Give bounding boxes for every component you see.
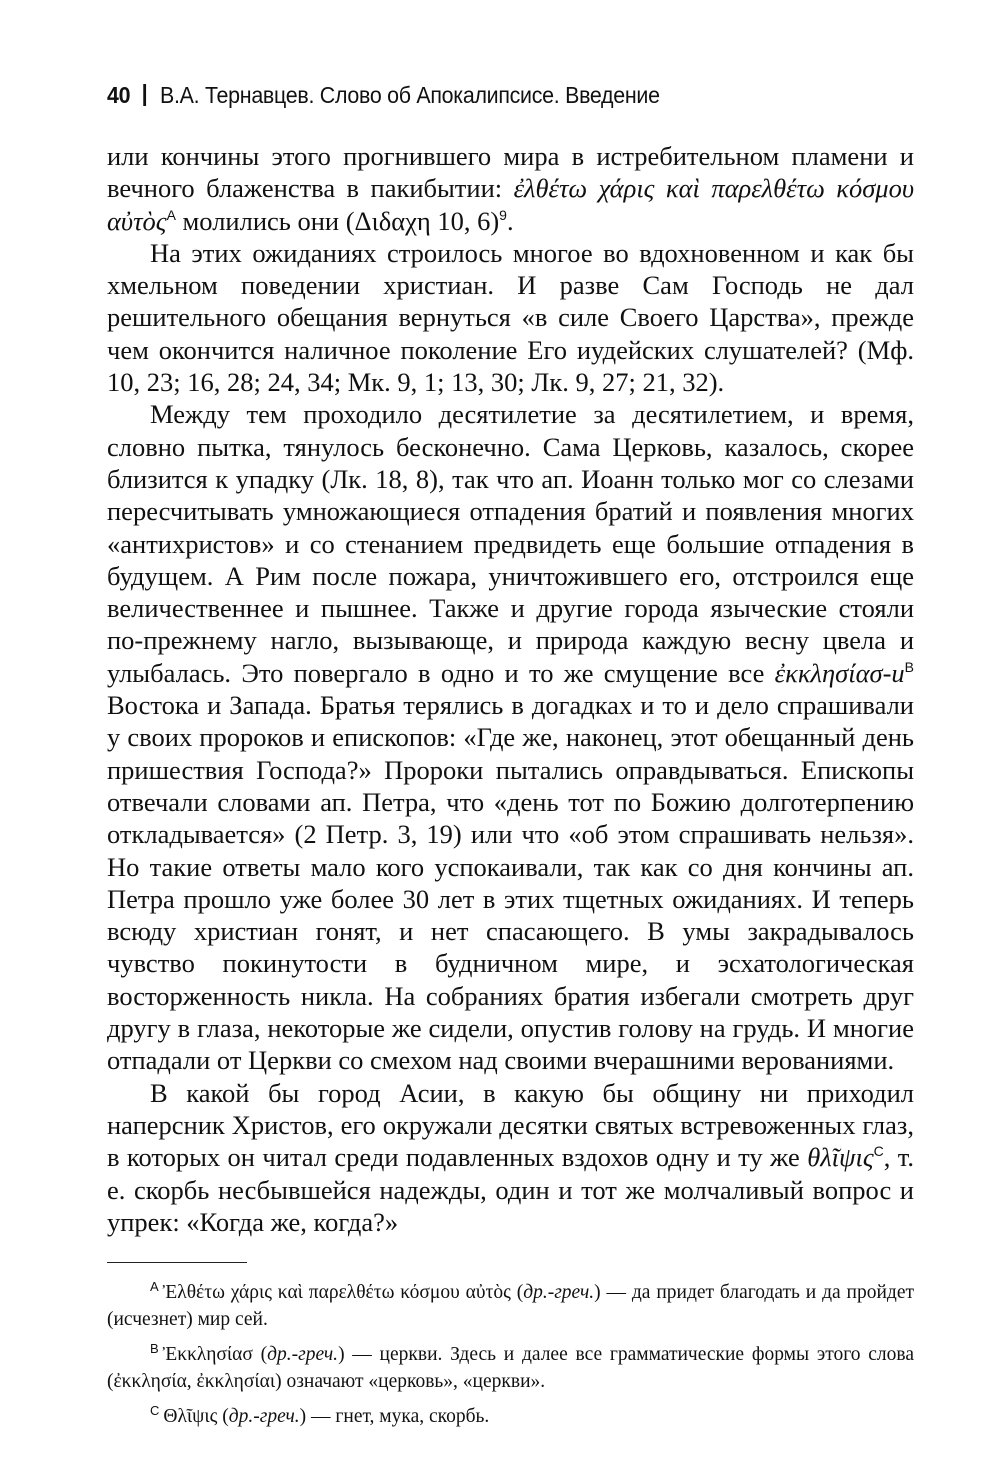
greek-word: θλῖψις [807,1142,874,1173]
footnote-mark-a[interactable]: A [166,206,176,223]
paragraph-1: или кончины этого прогнившего мира в истребительном пламени и вечного блаженства в пакибытии: ἐλθέτω χάρις καὶ παρελθέτω κόσμου αὐτὸς$^A$ молились они (Διδαχη 10, 6)$^9$. [107,141,914,236]
footnote-a: $^A$ Ἐλθέτω χάρις καὶ παρελθέτω κόσμου αὐτὸς (др.-греч.) — да придет благодать и да пройдет (исчезнет) мир сей. [107,1279,914,1330]
paragraph-4: В какой бы город Асии, в какую бы общину ни приходил наперсник Христов, его окружали десятки святых встревоженных глаз, в которых он читал среди подавленных вздохов одну и ту же θλῖψις$^C$, т. е. скорбь несбывшейся надежды, один и тот же молчаливый вопрос и упрек: «Когда же, когда?» [107,1077,914,1237]
paragraph-2: На этих ожиданиях строилось многое во вдохновенном и как бы хмельном поведении христиан. И разве Сам Господь не дал решительного обещания вернуться «в силе Своего Царства», прежде чем окончится наличное поколение Его иудейских слушателей? (Мф. 10, 23; 16, 28; 24, 34; Мк. 9, 1; 13, 30; Лк. 9, 27; 21, 32). [107,237,914,398]
endnote-ref-9[interactable]: 9 [499,206,507,223]
footnotes [107,1273,914,1432]
main-text [107,140,914,1238]
page-number: 40 [107,82,131,108]
footnote-divider [107,1262,247,1263]
header-separator [143,84,146,106]
running-title: В.А. Тернавцев. Слово об Апокалипсисе. Введение [159,82,660,108]
footnote-mark-b[interactable]: B [904,658,914,675]
paragraph-3: Между тем проходило десятилетие за десятилетием, и время, словно пытка, тянулось бесконечно. Сама Церковь, казалось, скорее близится к упадку (Лк. 18, 8), так что ап. Иоанн только мог со слезами пересчитывать умножающиеся отпадения братий и появления многих «антихристов» и со стенанием предвидеть еще большие отпадения в будущем. А Рим после пожара, уничтожившего его, отстроился еще величественнее и пышнее. Также и другие города языческие стояли по-прежнему нагло, вызывающе, и природа каждую весну цвела и улыбалась. Это повергало в одно и то же смущение все ἐκκλησίασ-и$^B$ Востока и Запада. Братья терялись в догадках и то и дело спрашивали у своих пророков и епископов: «Где же, наконец, этот обещанный день пришествия Господа?» Пророки пытались оправдываться. Епископы отвечали словами ап. Петра, что «день тот по Божию долготерпению откладывается» (2 Петр. 3, 19) или что «об этом спрашивать нельзя». Но такие ответы мало кого успокаивали, так как со дня кончины ап. Петра прошло уже более 30 лет в этих тщетных ожиданиях. И теперь всюду христиан гонят, и нет спасающего. В умы закрадывалось чувство покинутости в будничном мире, и эсхатологическая восторженность никла. На собраниях братия избегали смотреть друг другу в глаза, некоторые же сидели, опустив голову на грудь. И многие отпадали от Церкви со смехом над своими вчерашними верованиями. [107,399,914,1076]
running-header [107,82,660,109]
footnote-mark-c[interactable]: C [873,1143,884,1160]
greek-word: ἐκκλησίασ-и [774,657,905,688]
greek-phrase: ἐλθέτω χάρις καὶ παρελθέτω κόσμου αὐτὸς [107,173,914,236]
footnote-c: $^C$ Θλῖψις (др.-греч.) — гнет, мука, скорбь. [150,1403,490,1427]
footnote-b: $^B$ Ἐκκλησίασ (др.-греч.) — церкви. Здесь и далее все грамматические формы этого слова (ἐκκλησία, ἐκκλησίαι) означают «церковь», «церкви». [107,1341,914,1392]
